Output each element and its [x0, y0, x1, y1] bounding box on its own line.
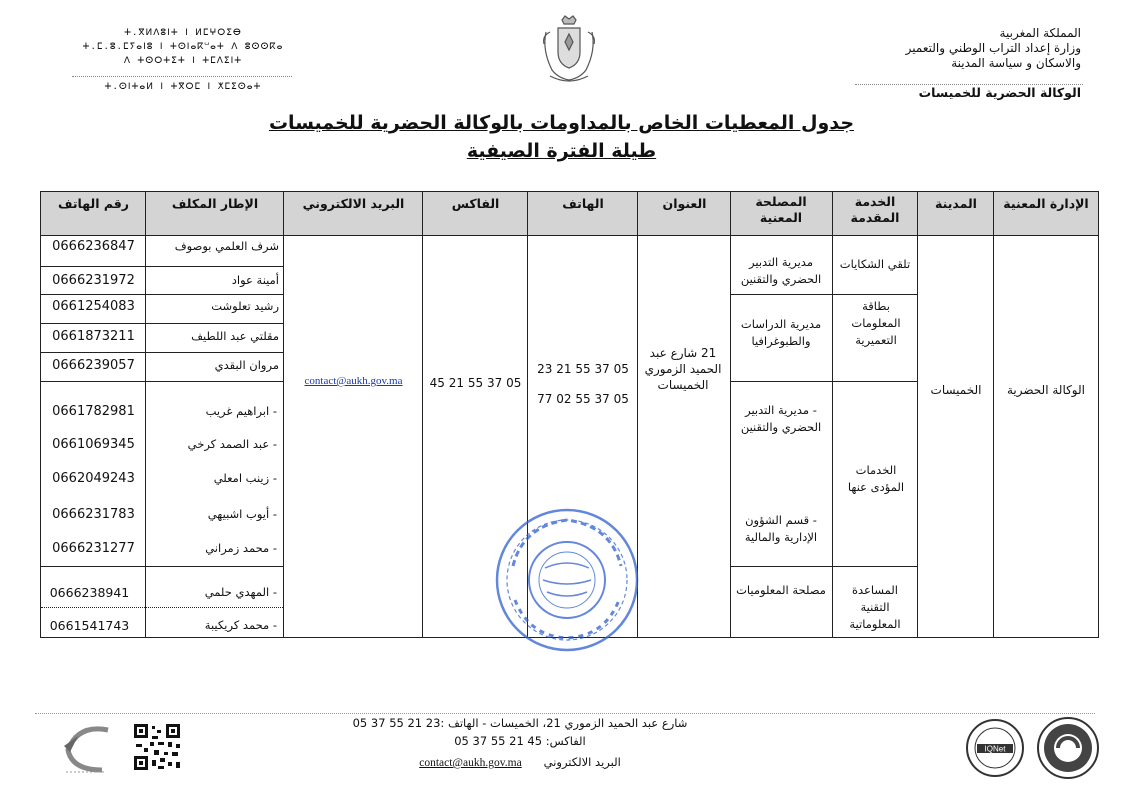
- address-cell: 21 شارع عبد الحميد الزموري الخميسات: [644, 346, 722, 392]
- header-fax: الفاكس: [451, 196, 500, 211]
- officer-name: - محمد كريكيبة: [204, 618, 277, 632]
- officer-phone: 0666236847: [52, 239, 135, 254]
- officer-name: - أيوب اشبيهي: [207, 507, 277, 521]
- ministry-name: وزارة إعداد التراب الوطني والتعمير: [905, 41, 1081, 55]
- department-cell: مصلحة المعلوميات: [736, 583, 826, 597]
- footer-fax: الفاكس: 45 21 55 37 05: [454, 734, 586, 748]
- officer-name: مروان البقدي: [214, 358, 279, 372]
- department-cell: - قسم الشؤون الإدارية والمالية: [744, 513, 818, 544]
- email-link[interactable]: contact@aukh.gov.ma: [304, 375, 403, 387]
- officer-phone: 0661254083: [52, 299, 135, 314]
- officer-phone: 0666231972: [52, 273, 135, 288]
- officer-phone: 0661782981: [52, 404, 135, 419]
- officer-name: - المهدي حلمي: [204, 585, 277, 599]
- officer-name: - زينب امعلي: [213, 471, 277, 485]
- header-officer-phone: رقم الهاتف: [57, 196, 130, 211]
- col-divider: [283, 192, 284, 637]
- officer-phone: 0662049243: [52, 471, 135, 486]
- row-divider: [832, 381, 917, 382]
- officer-name: أمينة عواد: [231, 273, 279, 287]
- official-stamp: [493, 506, 641, 654]
- footer-divider: [35, 713, 1095, 714]
- col-divider: [832, 192, 833, 637]
- row-divider: [41, 352, 283, 353]
- row-divider: [41, 323, 283, 324]
- row-divider: [41, 566, 283, 567]
- footer-address: شارع عبد الحميد الزموري 21، الخميسات - الهاتف :23 21 55 37 05: [352, 716, 688, 730]
- header-department: المصلحة المعنية: [755, 194, 807, 225]
- agency-logo: [58, 720, 114, 776]
- officer-phone: 0666231783: [52, 507, 135, 522]
- header-address: العنوان: [662, 196, 707, 211]
- row-divider: [41, 266, 283, 267]
- officer-phone: 0666239057: [52, 358, 135, 373]
- col-divider: [993, 192, 994, 637]
- fax-number: 05 37 55 21 45: [429, 376, 522, 390]
- header-left-divider: [72, 76, 292, 77]
- service-cell: المساعدة التقنية المعلوماتية: [849, 583, 901, 631]
- footer-email-line: [330, 755, 710, 769]
- kingdom-name: المملكة المغربية: [999, 26, 1081, 40]
- tifinagh-line-2: ⵜ.ⵎ.ⵓ.ⵎⵢⴰⵏⵓ ⵏ ⵜⵙⵏⴰⴽⵯⴰⵜ ⴷ ⵓⵙⵙⴽⴰ: [82, 42, 284, 52]
- tifinagh-line-3: ⴷ ⵜⵙⵔⵜⵉⵜ ⵏ ⵜⵎⴷⵉⵏⵜ: [123, 56, 243, 66]
- document-subtitle: طيلة الفترة الصيفية: [466, 140, 657, 162]
- footer-email-link[interactable]: contact@aukh.gov.ma: [419, 757, 522, 769]
- ministry-header: [861, 26, 1081, 100]
- service-cell: بطاقة المعلومات التعميرية: [851, 299, 901, 347]
- service-cell: تلقي الشكايات: [839, 257, 911, 271]
- header-divider: [855, 84, 1083, 85]
- row-divider: [730, 566, 832, 567]
- officer-phone: 0666238941: [49, 585, 130, 600]
- header-email: البريد الالكتروني: [302, 196, 405, 211]
- col-divider: [730, 192, 731, 637]
- agency-name: الوكالة الحضرية للخميسات: [918, 85, 1081, 100]
- officer-name: رشيد تعلوشت: [211, 299, 279, 313]
- officer-phone: 0661541743: [49, 618, 130, 633]
- officer-name: - ابراهيم غريب: [205, 404, 277, 418]
- row-divider: [730, 294, 832, 295]
- officer-name: - محمد زمراني: [205, 541, 277, 555]
- col-divider: [145, 192, 146, 637]
- header-admin: الإدارة المعنية: [1003, 196, 1089, 211]
- officer-phone: 0661873211: [52, 329, 135, 344]
- col-divider: [422, 192, 423, 637]
- row-divider: [832, 294, 917, 295]
- phone-number-2: 05 37 55 02 77: [537, 392, 629, 406]
- admin-cell: الوكالة الحضرية: [1007, 383, 1085, 397]
- department-cell: - مديرية التدبير الحضري والتقنين: [740, 403, 822, 434]
- phone-number-1: 05 37 55 21 23: [537, 362, 629, 376]
- row-divider: [832, 566, 917, 567]
- city-cell: الخميسات: [930, 383, 982, 397]
- officer-name: مقلتي عبد اللطيف: [191, 329, 279, 343]
- header-city: المدينة: [935, 196, 977, 211]
- coat-of-arms-emblem: [540, 14, 598, 86]
- department-cell: مديرية الدراسات والطبوغرافيا: [740, 317, 822, 348]
- officer-phone: 0661069345: [52, 437, 135, 452]
- row-divider: [41, 607, 283, 608]
- officer-phone: 0666231277: [52, 541, 135, 556]
- ministry-name-cont: والاسكان و سياسة المدينة: [951, 56, 1081, 70]
- department-cell: مديرية التدبير الحضري والتقنين: [740, 255, 822, 286]
- col-divider: [917, 192, 918, 637]
- header-service: الخدمة المقدمة: [850, 194, 900, 225]
- iqnet-certification-badge: [965, 718, 1025, 778]
- officer-name: - عبد الصمد كرخي: [187, 437, 277, 451]
- qr-code-icon: [132, 722, 182, 772]
- officer-name: شرف العلمي بوصوف: [174, 239, 279, 253]
- row-divider: [730, 381, 832, 382]
- tifinagh-line-4: ⵜ.ⵙⵏⵜⴰⵍ ⵏ ⵜⴳⵔⵎ ⵏ ⵅⵎⵉⵙⴰⵜ: [104, 82, 262, 92]
- row-divider: [41, 381, 283, 382]
- quality-certification-badge: [1036, 716, 1100, 780]
- document-title: جدول المعطيات الخاص بالمداومات بالوكالة الحضرية للخميسات: [268, 112, 855, 134]
- footer-email-label: البريد الالكتروني: [543, 755, 621, 769]
- row-divider: [41, 294, 283, 295]
- header-officer: الإطار المكلف: [171, 196, 259, 211]
- header-phone: الهاتف: [562, 196, 604, 211]
- service-cell: الخدمات المؤدى عنها: [847, 463, 905, 494]
- tifinagh-line-1: ⵜ.ⴳⵍⴷⵓⵏⵜ ⵏ ⵍⵎⵖⵔⵉⴱ: [124, 28, 242, 38]
- tifinagh-header: [78, 26, 288, 94]
- iqnet-label: IQNet: [984, 744, 1006, 754]
